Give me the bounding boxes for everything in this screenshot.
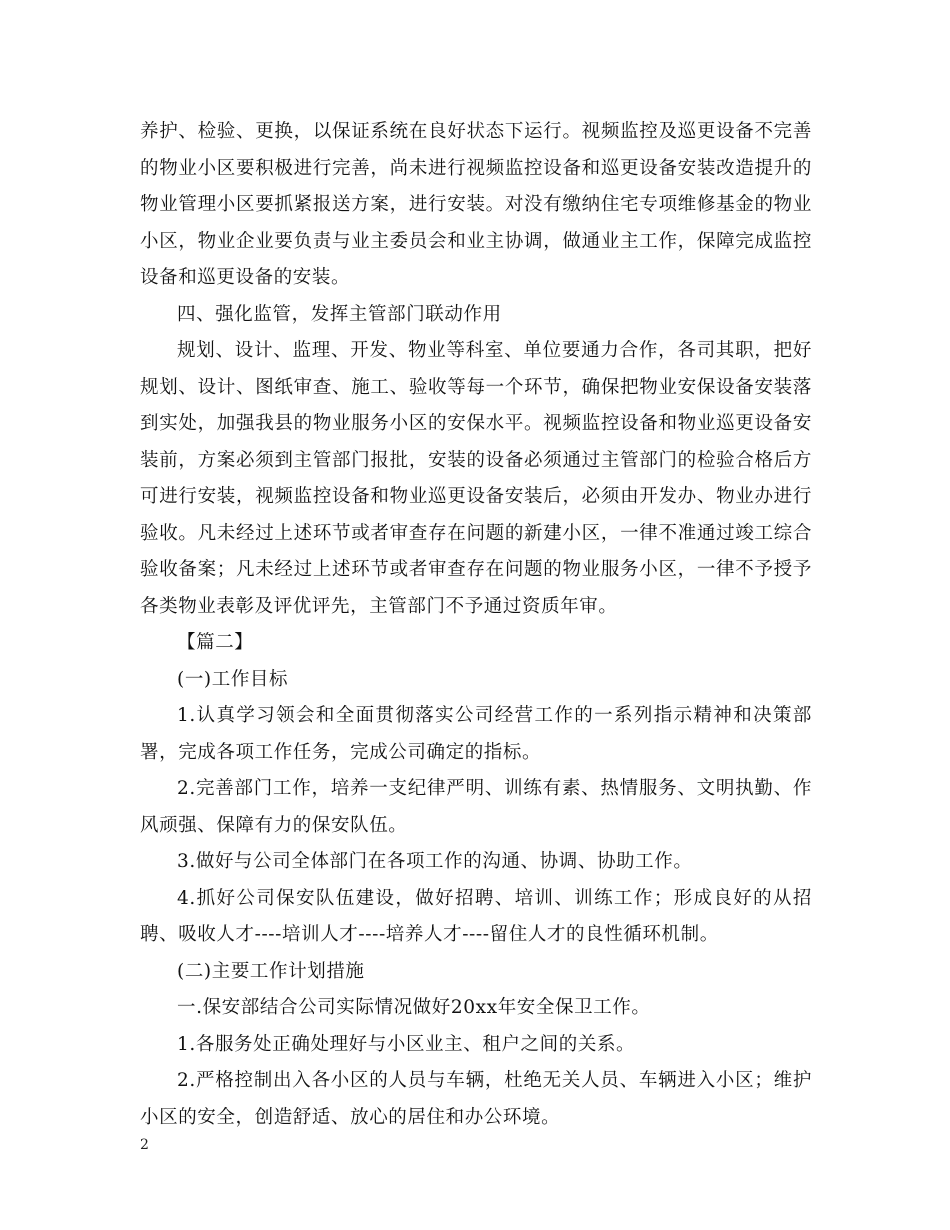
goal-item-1: 1.认真学习领会和全面贯彻落实公司经营工作的一系列指示精神和决策部署，完成各项工作任务，完成公司确定的指标。 bbox=[140, 705, 812, 763]
goal-item-2: 2.完善部门工作，培养一支纪律严明、训练有素、热情服务、文明执勤、作风顽强、保障有力的保安队伍。 bbox=[140, 778, 812, 836]
measures-heading: (二)主要工作计划措施 bbox=[177, 960, 365, 982]
goal-item-3: 3.做好与公司全体部门在各项工作的沟通、协调、协助工作。 bbox=[177, 851, 693, 872]
goal-item-4: 4.抓好公司保安队伍建设，做好招聘、培训、训练工作；形成良好的从招聘、吸收人才----培训人才----培养人才----留住人才的良性循环机制。 bbox=[140, 887, 812, 945]
section-heading-4: 四、强化监管，发挥主管部门联动作用 bbox=[177, 303, 502, 325]
document-body bbox=[140, 114, 812, 1136]
page-number: 2 bbox=[140, 1137, 149, 1153]
measure-item-2: 2.严格控制出入各小区的人员与车辆，杜绝无关人员、车辆进入小区；维护小区的安全，创造舒适、放心的居住和办公环境。 bbox=[140, 1070, 812, 1128]
part-two-heading: 【篇二】 bbox=[177, 632, 254, 653]
measure-item-1: 1.各服务处正确处理好与小区业主、租户之间的关系。 bbox=[177, 1033, 636, 1055]
measure-section-1: 一.保安部结合公司实际情况做好20xx年安全保卫工作。 bbox=[177, 997, 651, 1018]
paragraph-supervision: 规划、设计、监理、开发、物业等科室、单位要通力合作，各司其职，把好规划、设计、图纸审查、施工、验收等每一个环节，确保把物业安保设备安装落到实处，加强我县的物业服务小区的安保水平。视频监控设备和物业巡更设备安装前，方案必须到主管部门报批，安装的设备必须通过主管部门的检验合格后方可进行安装，视频监控设备和物业巡更设备安装后，必须由开发办、物业办进行验收。凡未经过上述环节或者审查存在问题的新建小区，一律不准通过竣工综合验收备案；凡未经过上述环节或者审查存在问题的物业服务小区，一律不予授予各类物业表彰及评优评先，主管部门不予通过资质年审。 bbox=[140, 340, 812, 617]
paragraph-continuation: 养护、检验、更换，以保证系统在良好状态下运行。视频监控及巡更设备不完善的物业小区要积极进行完善，尚未进行视频监控设备和巡更设备安装改造提升的物业管理小区要抓紧报送方案，进行安装。对没有缴纳住宅专项维修基金的物业小区，物业企业要负责与业主委员会和业主协调，做通业主工作，保障完成监控设备和巡更设备的安装。 bbox=[140, 121, 812, 288]
work-goals-heading: (一)工作目标 bbox=[177, 668, 289, 690]
